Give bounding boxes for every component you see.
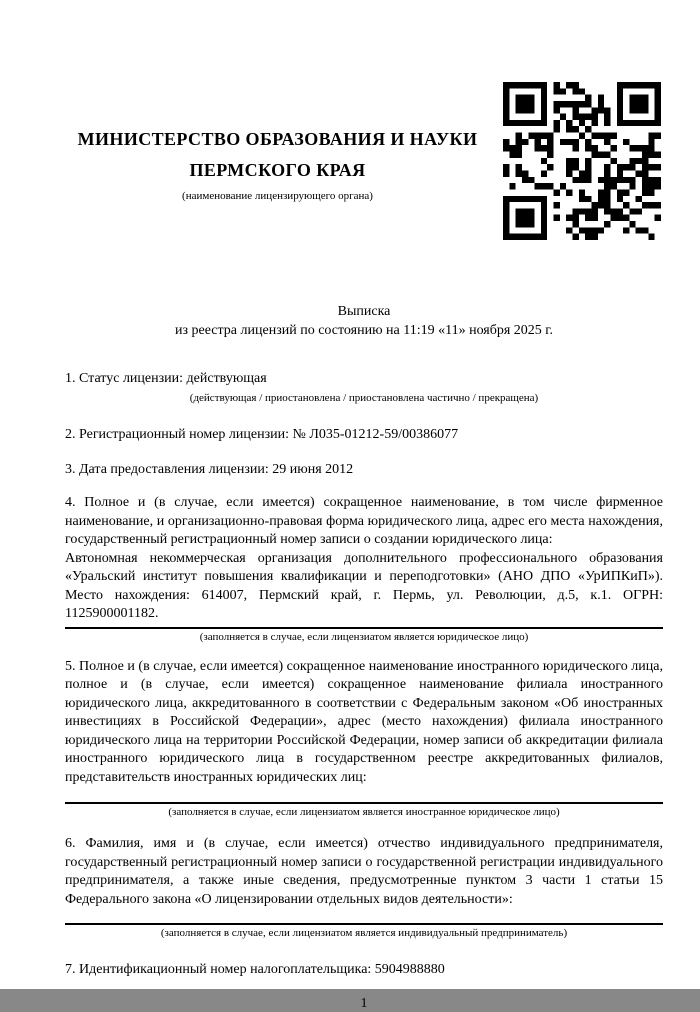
field-legal-entity (65, 494, 663, 644)
document-header (0, 0, 700, 240)
foreign-entity-fill-caption: (заполняется в случае, если лицензиатом является иностранное юридическое лицо) (168, 806, 560, 818)
legal-entity-value: Автономная некоммерческая организация дополнительного профессионального образования «Уральский институт повышения квалификации и переподготовки» (АНО ДПО «УрИПКиП»). Место нахождения: 614007, Пермский край, г. Пермь, ул. Революции, д.5, к.1. ОГРН: 1125900001182. (65, 550, 663, 621)
licensing-authority-block (65, 124, 490, 203)
field-foreign-entity (65, 658, 663, 820)
ministry-name-line1: МИНИСТЕРСТВО ОБРАЗОВАНИЯ И НАУКИ (77, 129, 478, 149)
document-title: Выписка (337, 304, 391, 319)
ministry-name-line2: ПЕРМСКОГО КРАЯ (189, 160, 366, 180)
field-taxpayer-number: 7. Идентификационный номер налогоплательщика: 5904988880 (65, 962, 445, 977)
page-number: 1 (360, 996, 368, 1011)
legal-entity-fill-caption: (заполняется в случае, если лицензиатом является юридическое лицо) (199, 630, 529, 643)
licensing-authority-caption: (наименование лицензирующего органа) (182, 190, 373, 202)
document-title-block (65, 302, 663, 340)
document-subtitle: из реестра лицензий по состоянию на 11:19 «11» ноября 2025 г. (175, 323, 553, 338)
field-registration-number: 2. Регистрационный номер лицензии: № Л035-01212-59/00386077 (65, 427, 459, 442)
document-body (65, 302, 663, 1012)
field-individual-entrepreneur (65, 835, 663, 940)
field-grant-date: 3. Дата предоставления лицензии: 29 июня 2012 (65, 462, 354, 477)
fill-line (65, 923, 663, 925)
fill-line (65, 627, 663, 629)
license-status-options-caption: (действующая / приостановлена / приостановлена частично / прекращена) (189, 392, 539, 404)
qr-code-icon (503, 82, 661, 240)
individual-entrepreneur-fill-caption: (заполняется в случае, если лицензиатом является индивидуальный предприниматель) (160, 927, 568, 939)
fill-line (65, 802, 663, 804)
legal-entity-question: 4. Полное и (в случае, если имеется) сокращенное наименование, в том числе фирменное наименование, и организационно-правовая форма юридического лица, адрес его места нахождения, государственный регистрационный номер записи о создании юридического лица: (65, 495, 663, 547)
individual-entrepreneur-question: 6. Фамилия, имя и (в случае, если имеется) отчество индивидуального предпринимателя, государственный регистрационный номер записи о государственной регистрации индивидуального предпринимателя, а также иные сведения, предусмотренные пунктом 3 части 1 статьи 15 Федерального закона «О лицензировании отдельных видов деятельности»: (65, 836, 663, 907)
foreign-entity-question: 5. Полное и (в случае, если имеется) сокращенное наименование иностранного юридического лица, полное и (в случае, если имеется) сокращенное наименование филиала иностранного юридического лица, аккредитованного в соответствии с Федеральным законом «Об иностранных инвестициях в Российской Федерации», адрес (место нахождения) филиала иностранного юридического лица на территории Российской Федерации, номер записи об аккредитации филиала иностранного юридического лица в государственном реестре аккредитованных филиалов, представительств иностранных юридических лиц: (65, 658, 663, 785)
field-license-status: 1. Статус лицензии: действующая (65, 371, 267, 386)
